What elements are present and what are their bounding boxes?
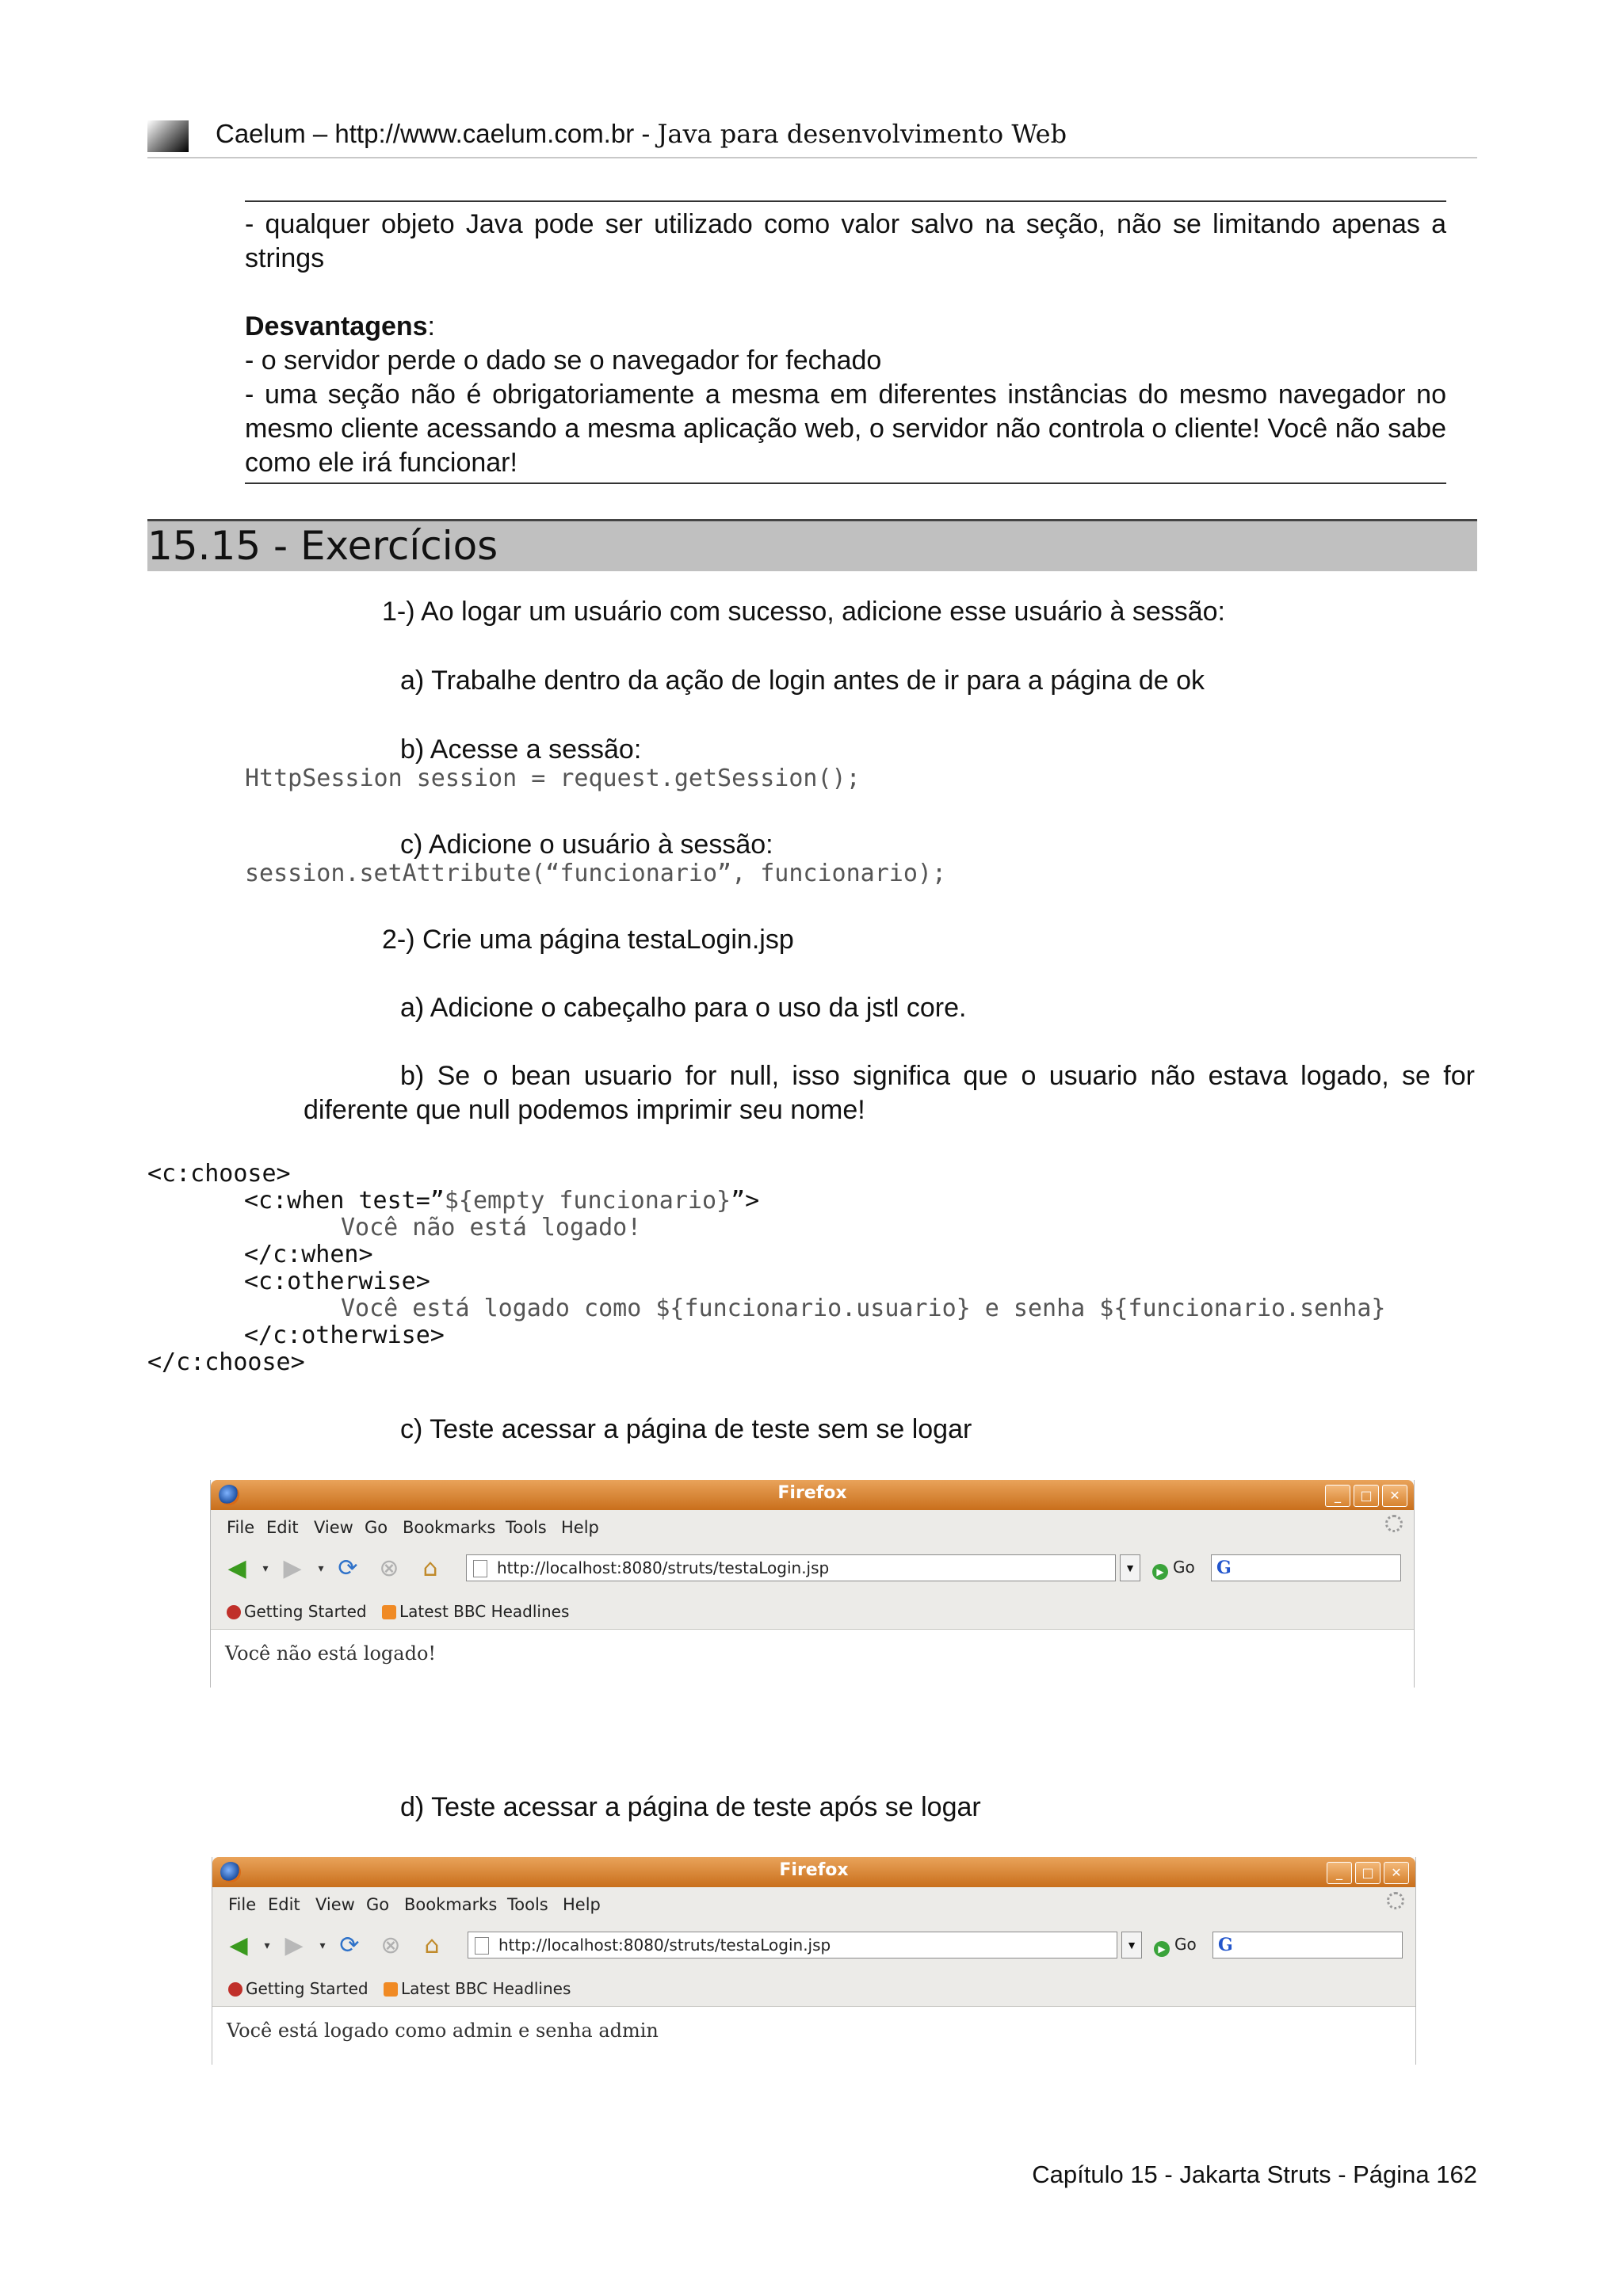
- throbber-icon: [1385, 1515, 1403, 1532]
- menu-view[interactable]: View: [315, 1895, 355, 1914]
- menu-bar: [211, 1510, 1414, 1545]
- search-input[interactable]: [1212, 1932, 1403, 1958]
- exercise-1c: c) Adicione o usuário à sessão:: [400, 830, 773, 860]
- header-divider: [147, 157, 1477, 158]
- code-set-attribute: session.setAttribute(“funcionario”, funcionario);: [245, 860, 947, 887]
- running-header: [216, 119, 1067, 149]
- address-bar[interactable]: [468, 1932, 1117, 1958]
- minimize-button[interactable]: _: [1325, 1485, 1350, 1507]
- go-button[interactable]: ▶ Go: [1152, 1558, 1195, 1580]
- exercise-2b: b) Se o bean usuario for null, isso significa que o usuario não estava logado, se for diferente que null podemos imprimir seu nome!: [304, 1061, 1475, 1125]
- disadvantages-colon: :: [427, 311, 435, 341]
- menu-bar: [212, 1887, 1415, 1922]
- firefox-bookmark-icon: [228, 1982, 242, 1997]
- page-footer: Capítulo 15 - Jakarta Struts - Página 162: [1032, 2161, 1477, 2188]
- close-button[interactable]: ✕: [1382, 1485, 1407, 1507]
- code-line: </c:otherwise>: [244, 1322, 445, 1349]
- address-url: http://localhost:8080/struts/testaLogin.jsp: [498, 1936, 831, 1955]
- code-line: <c:when test=”${empty funcionario}”>: [244, 1187, 760, 1215]
- minimize-button[interactable]: _: [1327, 1862, 1352, 1884]
- disadvantages-heading: Desvantagens: [245, 311, 428, 341]
- window-titlebar: [211, 1480, 1414, 1510]
- page-message: Você não está logado!: [225, 1642, 437, 1665]
- menu-go[interactable]: Go: [365, 1518, 388, 1537]
- exercise-2: 2-) Crie uma página testaLogin.jsp: [382, 925, 794, 955]
- browser-screenshot-logged-out: [211, 1480, 1414, 1688]
- navigation-toolbar: [212, 1922, 1415, 1970]
- menu-tools[interactable]: Tools: [507, 1895, 548, 1914]
- home-icon[interactable]: ⌂: [422, 1554, 438, 1582]
- throbber-icon: [1387, 1892, 1404, 1909]
- menu-edit[interactable]: Edit: [266, 1518, 299, 1537]
- code-line: </c:choose>: [147, 1348, 305, 1376]
- navigation-toolbar: [211, 1545, 1414, 1593]
- home-icon[interactable]: ⌂: [424, 1932, 440, 1959]
- forward-dropdown-icon[interactable]: ▾: [319, 1939, 326, 1952]
- caelum-logo-icon: [147, 120, 189, 152]
- code-session: HttpSession session = request.getSession();: [245, 765, 861, 792]
- reload-icon[interactable]: ⟳: [339, 1932, 360, 1959]
- menu-edit[interactable]: Edit: [268, 1895, 300, 1914]
- menu-file[interactable]: File: [228, 1895, 257, 1914]
- menu-file[interactable]: File: [227, 1518, 255, 1537]
- back-arrow-icon[interactable]: ◀: [229, 1932, 248, 1959]
- address-bar[interactable]: [466, 1554, 1116, 1581]
- code-line: <c:otherwise>: [244, 1268, 430, 1295]
- menu-bookmarks[interactable]: Bookmarks: [403, 1518, 496, 1537]
- address-dropdown-icon[interactable]: ▼: [1121, 1932, 1142, 1958]
- back-dropdown-icon[interactable]: ▾: [264, 1939, 270, 1952]
- address-url: http://localhost:8080/struts/testaLogin.jsp: [497, 1558, 830, 1577]
- page-content: [212, 2007, 1415, 2065]
- rss-feed-icon: [384, 1982, 398, 1997]
- page-icon: [475, 1937, 489, 1955]
- exercise-1: 1-) Ao logar um usuário com sucesso, adicione esse usuário à sessão:: [382, 597, 1225, 627]
- back-dropdown-icon[interactable]: ▾: [262, 1562, 269, 1575]
- forward-arrow-icon[interactable]: ▶: [283, 1554, 302, 1582]
- header-title: Java para desenvolvimento Web: [657, 119, 1067, 149]
- google-icon: G: [1216, 1558, 1232, 1578]
- exercise-2d: d) Teste acessar a página de teste após se logar: [400, 1792, 981, 1822]
- address-dropdown-icon[interactable]: ▼: [1120, 1554, 1140, 1581]
- window-titlebar: [212, 1857, 1415, 1887]
- bookmarks-toolbar: [212, 1970, 1415, 2007]
- note-top-rule: [245, 200, 1446, 202]
- page-content: [211, 1630, 1414, 1688]
- exercise-1a: a) Trabalhe dentro da ação de login antes de ir para a página de ok: [400, 666, 1205, 696]
- exercise-2a: a) Adicione o cabeçalho para o uso da jstl core.: [400, 993, 967, 1023]
- maximize-button[interactable]: □: [1354, 1485, 1379, 1507]
- bookmarks-toolbar: [211, 1592, 1414, 1630]
- page-message: Você está logado como admin e senha admin: [227, 2019, 659, 2042]
- menu-help[interactable]: Help: [563, 1895, 601, 1914]
- rss-feed-icon: [382, 1605, 396, 1619]
- code-line: Você não está logado!: [341, 1214, 642, 1241]
- advantage-line: - qualquer objeto Java pode ser utilizado como valor salvo na seção, não se limitando apenas a strings: [245, 209, 1446, 273]
- browser-screenshot-logged-in: [212, 1857, 1415, 2065]
- firefox-bookmark-icon: [227, 1605, 241, 1619]
- section-title: 15.15 - Exercícios: [147, 523, 498, 569]
- menu-tools[interactable]: Tools: [506, 1518, 547, 1537]
- bookmark-getting-started[interactable]: Getting Started: [228, 1979, 369, 1998]
- menu-bookmarks[interactable]: Bookmarks: [404, 1895, 498, 1914]
- menu-view[interactable]: View: [314, 1518, 353, 1537]
- back-arrow-icon[interactable]: ◀: [227, 1554, 246, 1582]
- reload-icon[interactable]: ⟳: [338, 1554, 358, 1582]
- go-arrow-icon: ▶: [1154, 1941, 1170, 1957]
- google-icon: G: [1218, 1935, 1233, 1955]
- page-icon: [473, 1560, 487, 1577]
- stop-icon[interactable]: ⊗: [380, 1932, 401, 1959]
- code-line: <c:choose>: [147, 1160, 291, 1188]
- menu-go[interactable]: Go: [366, 1895, 390, 1914]
- disadvantage-1: - o servidor perde o dado se o navegador for fechado: [245, 345, 882, 376]
- header-site: Caelum – http://www.caelum.com.br -: [216, 119, 658, 148]
- stop-icon[interactable]: ⊗: [379, 1554, 399, 1582]
- code-line: </c:when>: [244, 1241, 373, 1268]
- exercise-1b: b) Acesse a sessão:: [400, 734, 642, 765]
- bookmark-bbc-headlines[interactable]: Latest BBC Headlines: [384, 1979, 571, 1998]
- exercise-2c: c) Teste acessar a página de teste sem se logar: [400, 1414, 972, 1444]
- forward-dropdown-icon[interactable]: ▾: [318, 1562, 324, 1575]
- forward-arrow-icon[interactable]: ▶: [285, 1932, 304, 1959]
- go-button[interactable]: ▶ Go: [1154, 1935, 1197, 1957]
- window-title: Firefox: [779, 1860, 849, 1880]
- disadvantages-heading-wrap: [245, 310, 435, 344]
- bookmark-getting-started[interactable]: Getting Started: [227, 1602, 367, 1621]
- go-arrow-icon: ▶: [1152, 1564, 1168, 1580]
- menu-help[interactable]: Help: [561, 1518, 599, 1537]
- maximize-button[interactable]: □: [1355, 1862, 1381, 1884]
- window-title: Firefox: [777, 1483, 847, 1503]
- bookmark-bbc-headlines[interactable]: Latest BBC Headlines: [382, 1602, 569, 1621]
- code-line: Você está logado como ${funcionario.usuario} e senha ${funcionario.senha}: [341, 1295, 1386, 1322]
- disadvantage-2: - uma seção não é obrigatoriamente a mesma em diferentes instâncias do mesmo navegador no mesmo cliente acessando a mesma aplicação web, o servidor não controla o cliente! Você não sabe como ele irá funcionar!: [245, 379, 1446, 478]
- close-button[interactable]: ✕: [1384, 1862, 1409, 1884]
- search-input[interactable]: [1211, 1554, 1401, 1581]
- note-bottom-rule: [245, 482, 1446, 484]
